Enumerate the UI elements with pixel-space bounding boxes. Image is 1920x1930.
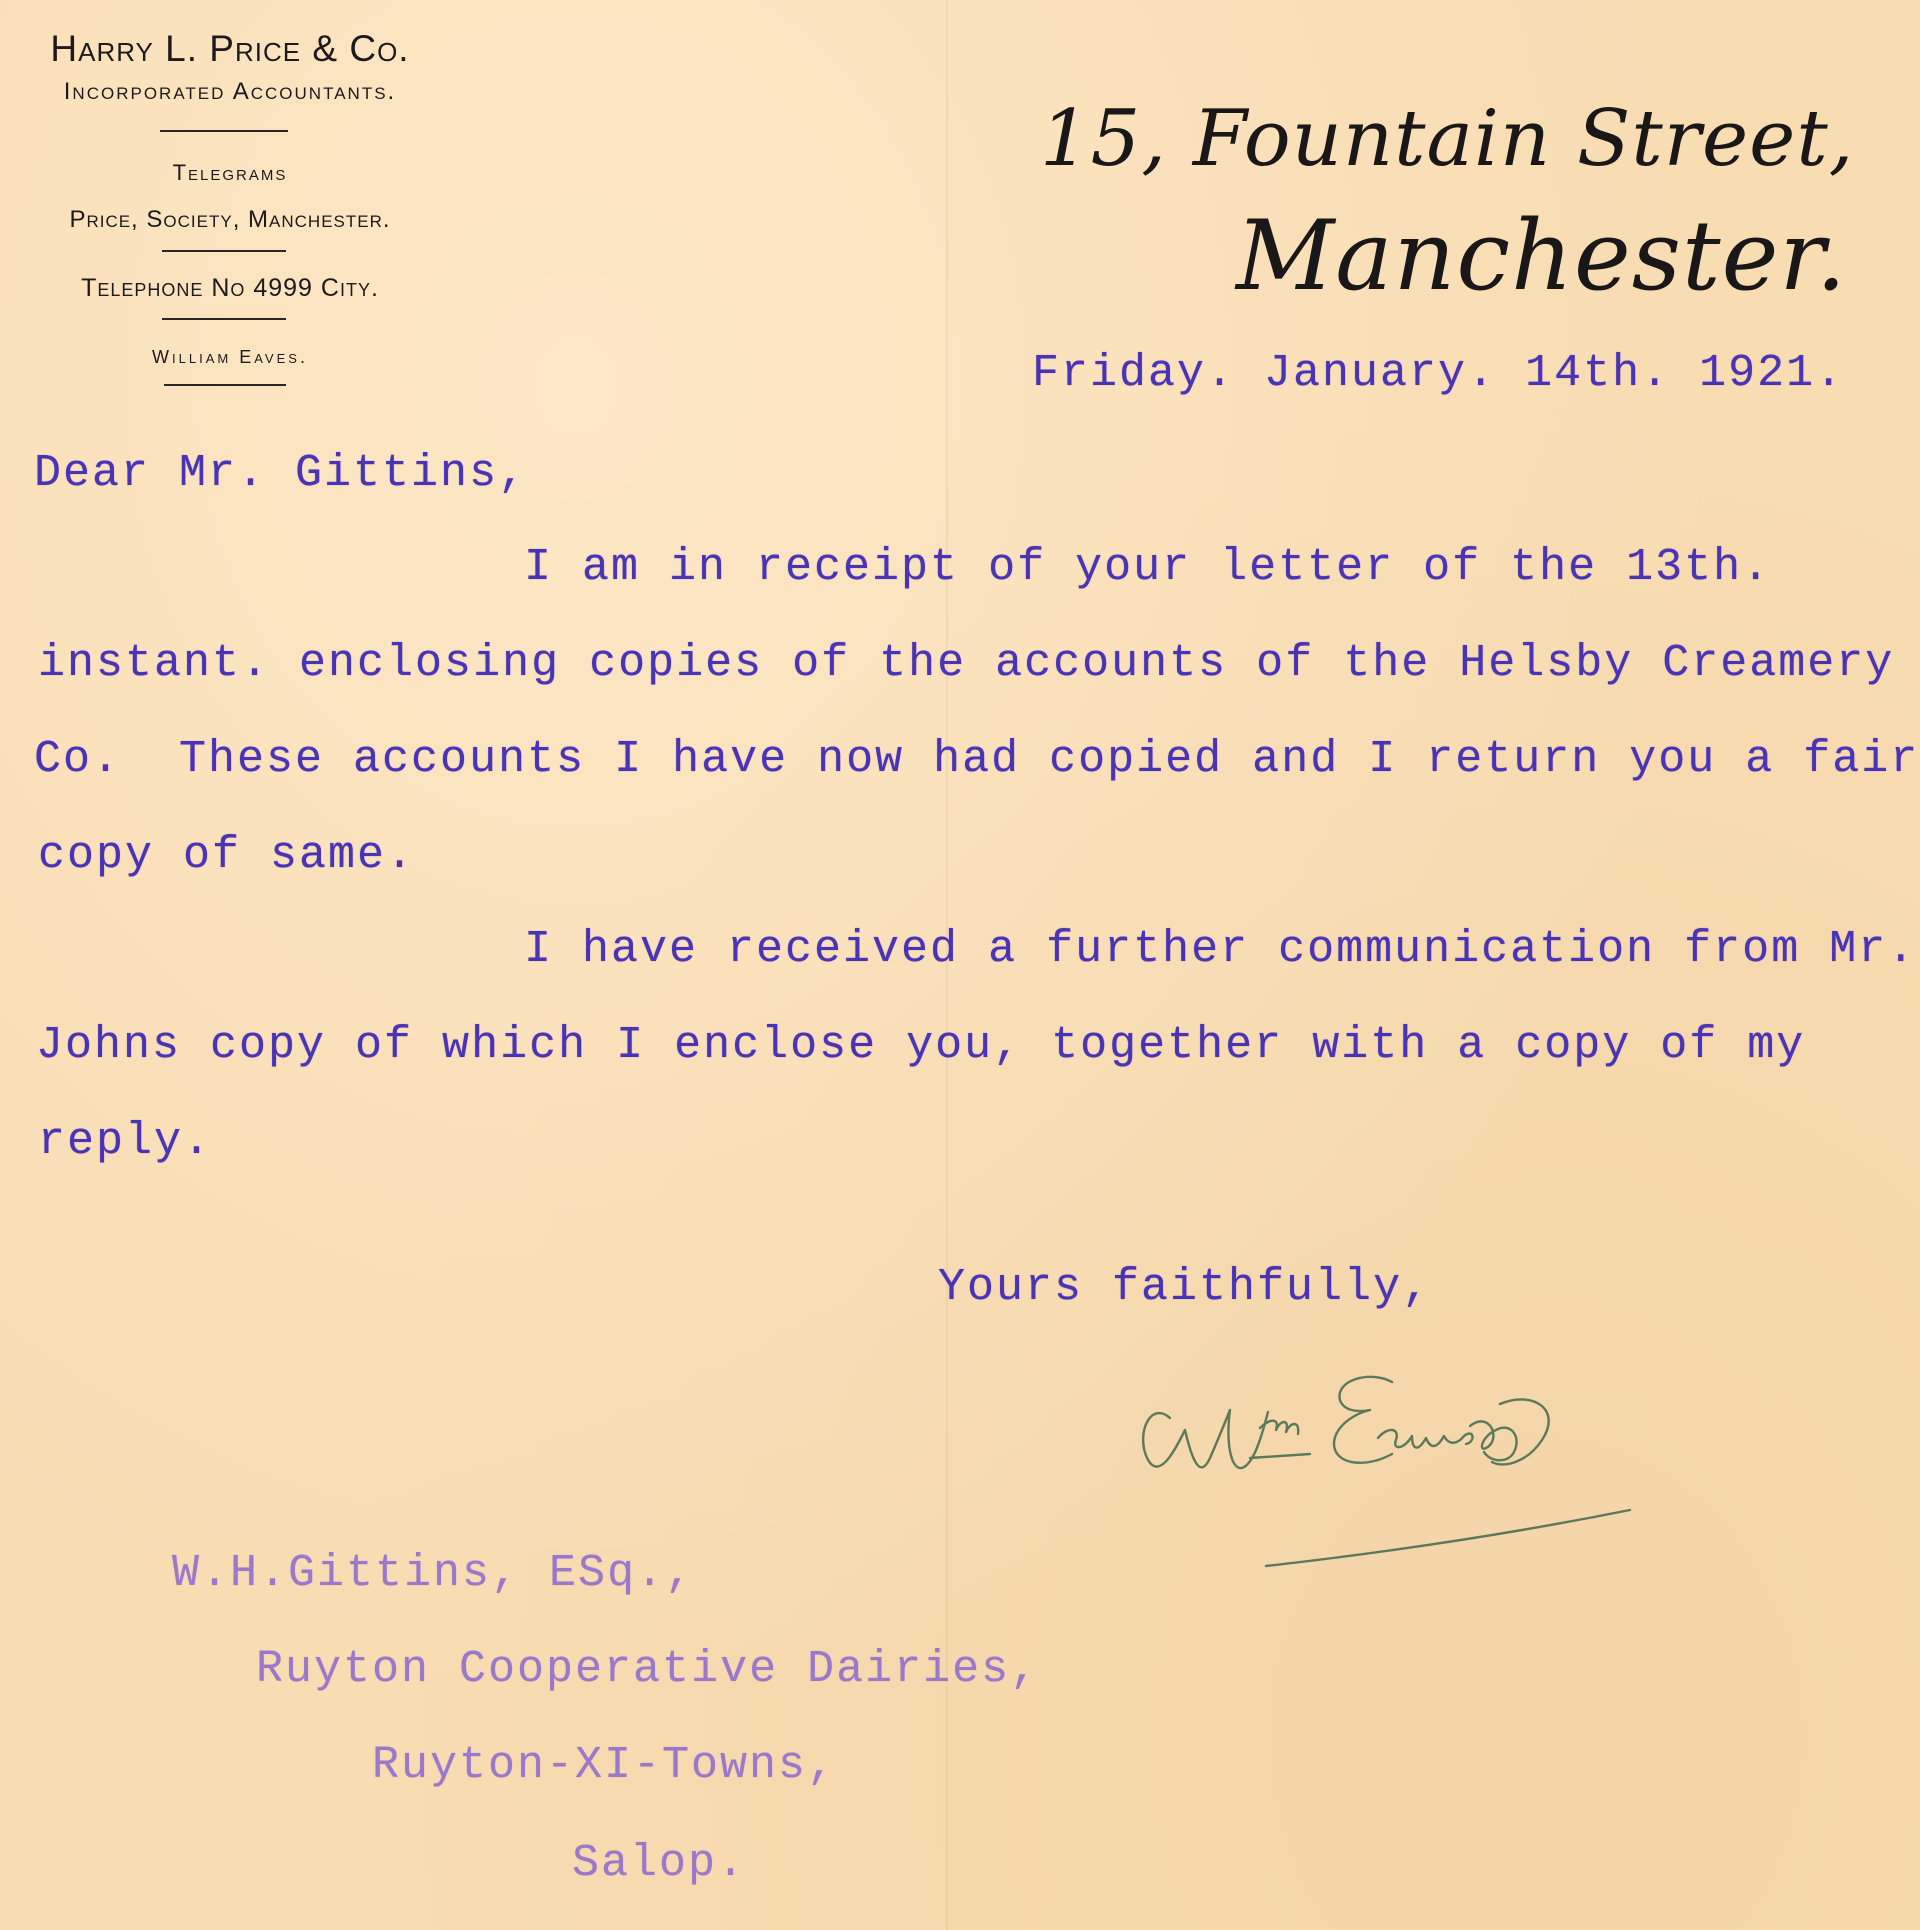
paragraph-line: I have received a further communication from Mr. [524,924,1917,975]
recipient-line: Ruyton Cooperative Dairies, [256,1644,1040,1695]
paragraph-line: Co. These accounts I have now had copied and I return you a fair [34,734,1920,785]
paragraph-line: I am in receipt of your letter of the 13th. [524,542,1772,593]
recipient-line: Salop. [572,1838,747,1889]
letterhead-divider [160,130,288,132]
letterhead-telegrams-address: Price, Society, Manchester. [69,206,391,233]
letterhead-telephone: Telephone No 4999 City. [81,274,379,302]
handwritten-signature [1130,1340,1650,1580]
recipient-line: W.H.Gittins, ESq., [172,1548,695,1599]
paragraph-line: copy of same. [38,830,416,881]
letterhead-divider [164,384,286,386]
address-street: 15, Fountain Street, [1040,94,1855,184]
paragraph-line: Johns copy of which I enclose you, together with a copy of my [36,1020,1806,1071]
paragraph-line: instant. enclosing copies of the accounts of the Helsby Creamery [38,638,1895,689]
letter-closing: Yours faithfully, [938,1262,1432,1313]
letterhead-principal: William Eaves. [152,347,308,367]
recipient-line: Ruyton-XI-Towns, [372,1740,837,1791]
letterhead-divider [162,318,286,320]
letter-salutation: Dear Mr. Gittins, [34,448,528,499]
letterhead-profession: Incorporated Accountants. [63,78,397,105]
paragraph-line: reply. [38,1116,213,1167]
letterhead-divider [162,250,286,252]
letterhead-telegrams-heading: Telegrams [172,160,288,185]
letterhead-firm-name: Harry L. Price & Co. [50,28,410,69]
letter-date: Friday. January. 14th. 1921. [1032,348,1845,399]
address-city: Manchester. [1236,200,1848,312]
